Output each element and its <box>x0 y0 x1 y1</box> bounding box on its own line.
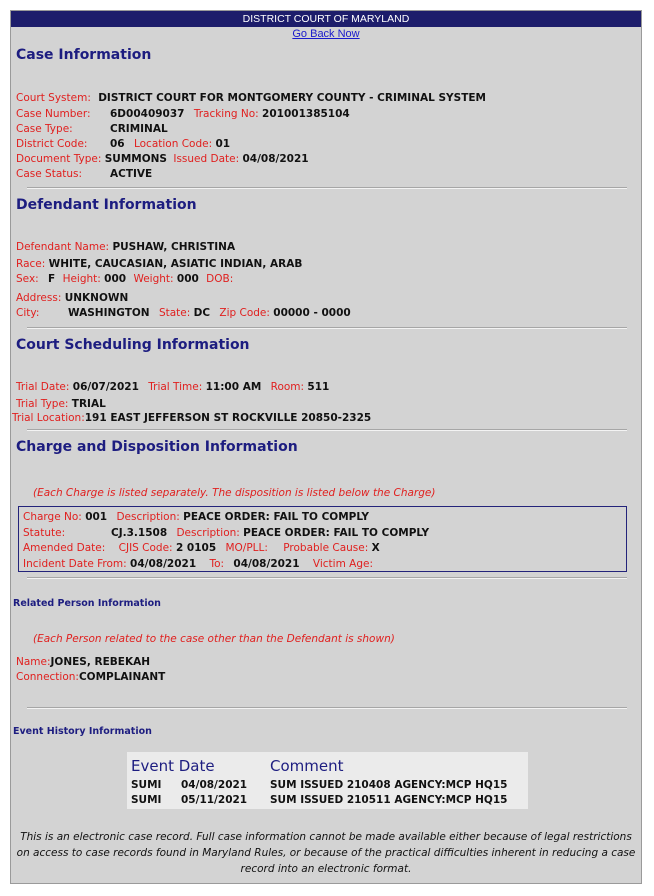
charge-no-value: 001 <box>85 511 108 523</box>
comment-header: Comment <box>270 757 344 775</box>
defendant-name-value: PUSHAW, CHRISTINA <box>112 241 236 253</box>
city-label: City: <box>16 307 40 319</box>
case-number-label: Case Number: <box>16 108 91 120</box>
tracking-label: Tracking No: <box>193 108 259 120</box>
document-type-label: Document Type: <box>16 153 102 165</box>
court-scheduling-heading: Court Scheduling Information <box>16 337 250 353</box>
related-name-row <box>16 656 150 668</box>
incident-from-value: 04/08/2021 <box>130 558 197 570</box>
race-value: WHITE, CAUCASIAN, ASIATIC INDIAN, ARAB <box>48 258 303 270</box>
event-history-heading: Event History Information <box>13 726 152 737</box>
section-divider <box>27 327 627 329</box>
defendant-name-label: Defendant Name: <box>16 241 110 253</box>
sex-height-weight-row <box>16 273 233 285</box>
case-type-value: CRIMINAL <box>110 123 168 135</box>
description-value: PEACE ORDER: FAIL TO COMPLY <box>183 511 370 523</box>
incident-to-value: 04/08/2021 <box>233 558 300 570</box>
connection-value: COMPLAINANT <box>78 671 166 683</box>
event-comment: SUM ISSUED 210511 AGENCY:MCP HQ15 <box>270 794 508 806</box>
charge-box <box>18 506 627 572</box>
case-information-heading: Case Information <box>16 47 152 63</box>
issued-date-value: 04/08/2021 <box>242 153 309 165</box>
charge-no-label: Charge No: <box>23 511 82 523</box>
case-status-row <box>16 168 152 180</box>
document-type-row <box>16 153 309 165</box>
case-type-label: Case Type: <box>16 123 73 135</box>
related-person-heading: Related Person Information <box>13 598 161 609</box>
charge-no-row <box>23 511 369 523</box>
weight-value: 000 <box>176 273 199 285</box>
trial-type-label: Trial Type: <box>16 398 69 410</box>
amended-row <box>23 542 380 554</box>
related-person-note: (Each Person related to the case other than the Defendant is shown) <box>33 633 395 645</box>
event-type: SUMI <box>131 794 162 806</box>
trial-location-value: 191 EAST JEFFERSON ST ROCKVILLE 20850-2325 <box>84 412 372 424</box>
case-status-label: Case Status: <box>16 168 83 180</box>
description2-value: PEACE ORDER: FAIL TO COMPLY <box>243 527 430 539</box>
description2-label: Description: <box>176 527 240 539</box>
probable-cause-label: Probable Cause: <box>283 542 369 554</box>
issued-date-label: Issued Date: <box>173 153 240 165</box>
incident-date-row <box>23 558 373 570</box>
height-label: Height: <box>62 273 101 285</box>
address-label: Address: <box>16 292 62 304</box>
cjis-code-label: CJIS Code: <box>118 542 173 554</box>
court-system-label: Court System: <box>16 92 91 104</box>
event-date: 04/08/2021 <box>181 779 248 791</box>
description-label: Description: <box>116 511 180 523</box>
room-value: 511 <box>307 381 330 393</box>
trial-time-label: Trial Time: <box>148 381 203 393</box>
amended-date-label: Amended Date: <box>23 542 106 554</box>
related-name-label: Name: <box>16 656 51 668</box>
event-date: 05/11/2021 <box>181 794 248 806</box>
location-code-label: Location Code: <box>133 138 213 150</box>
trial-type-value: TRIAL <box>71 398 106 410</box>
case-status-value: ACTIVE <box>110 168 153 180</box>
state-label: State: <box>158 307 191 319</box>
cjis-code-value: 2 0105 <box>175 542 217 554</box>
incident-from-label: Incident Date From: <box>23 558 127 570</box>
trial-location-row <box>12 412 371 424</box>
court-system-row <box>16 92 486 104</box>
event-history-table <box>127 752 528 809</box>
disclaimer-line: record into an electronic format. <box>240 863 412 875</box>
go-back-link[interactable]: Go Back Now <box>292 28 360 40</box>
district-code-row <box>16 138 230 150</box>
event-comment: SUM ISSUED 210408 AGENCY:MCP HQ15 <box>270 779 508 791</box>
sex-value: F <box>48 273 56 285</box>
trial-date-value: 06/07/2021 <box>72 381 139 393</box>
charge-disposition-heading: Charge and Disposition Information <box>16 439 298 455</box>
section-divider <box>27 429 627 431</box>
location-code-value: 01 <box>215 138 231 150</box>
trial-time-value: 11:00 AM <box>205 381 262 393</box>
section-divider <box>27 707 627 709</box>
sex-label: Sex: <box>16 273 39 285</box>
case-record-panel <box>10 10 642 884</box>
statute-row <box>23 527 429 539</box>
address-row <box>16 292 128 304</box>
race-row <box>16 258 302 270</box>
event-type: SUMI <box>131 779 162 791</box>
case-number-value: 6D00409037 <box>110 108 185 120</box>
victim-age-label: Victim Age: <box>312 558 373 570</box>
state-value: DC <box>193 307 211 319</box>
probable-cause-value: X <box>371 542 380 554</box>
defendant-information-heading: Defendant Information <box>16 197 197 213</box>
race-label: Race: <box>16 258 46 270</box>
case-number-row <box>16 108 350 120</box>
related-name-value: JONES, REBEKAH <box>50 656 150 668</box>
defendant-name-row <box>16 241 235 253</box>
document-type-value: SUMMONS <box>104 153 167 165</box>
district-code-label: District Code: <box>16 138 88 150</box>
disclaimer-line: This is an electronic case record. Full case information cannot be made available either because of legal restrictions <box>20 831 632 843</box>
connection-label: Connection: <box>16 671 79 683</box>
district-code-value: 06 <box>110 138 125 150</box>
city-state-zip-row <box>16 307 351 319</box>
mopll-label: MO/PLL: <box>225 542 268 554</box>
trial-date-row <box>16 381 329 393</box>
zip-value: 00000 - 0000 <box>273 307 351 319</box>
address-value: UNKNOWN <box>64 292 129 304</box>
city-value: WASHINGTON <box>68 307 150 319</box>
dob-label: DOB: <box>206 273 234 285</box>
section-divider <box>27 187 627 189</box>
trial-location-label: Trial Location: <box>12 412 85 424</box>
statute-value: CJ.3.1508 <box>111 527 168 539</box>
connection-row <box>16 671 165 683</box>
event-date-header: Event Date <box>131 757 215 775</box>
section-divider <box>27 577 627 579</box>
tracking-value: 201001385104 <box>262 108 350 120</box>
court-title-bar: DISTRICT COURT OF MARYLAND <box>11 11 641 27</box>
disclaimer-footer <box>11 829 641 877</box>
height-value: 000 <box>104 273 127 285</box>
room-label: Room: <box>270 381 305 393</box>
case-type-row <box>16 123 168 135</box>
zip-label: Zip Code: <box>219 307 270 319</box>
weight-label: Weight: <box>133 273 174 285</box>
court-system-value: DISTRICT COURT FOR MONTGOMERY COUNTY - CRIMINAL SYSTEM <box>98 92 486 104</box>
disclaimer-line: on access to case records found in Maryland Rules, or because of the practical difficulties inherent in reducing a case <box>16 847 636 859</box>
incident-to-label: To: <box>209 558 225 570</box>
charge-note: (Each Charge is listed separately. The disposition is listed below the Charge) <box>33 487 436 499</box>
trial-date-label: Trial Date: <box>16 381 70 393</box>
statute-label: Statute: <box>23 527 66 539</box>
trial-type-row <box>16 398 106 410</box>
